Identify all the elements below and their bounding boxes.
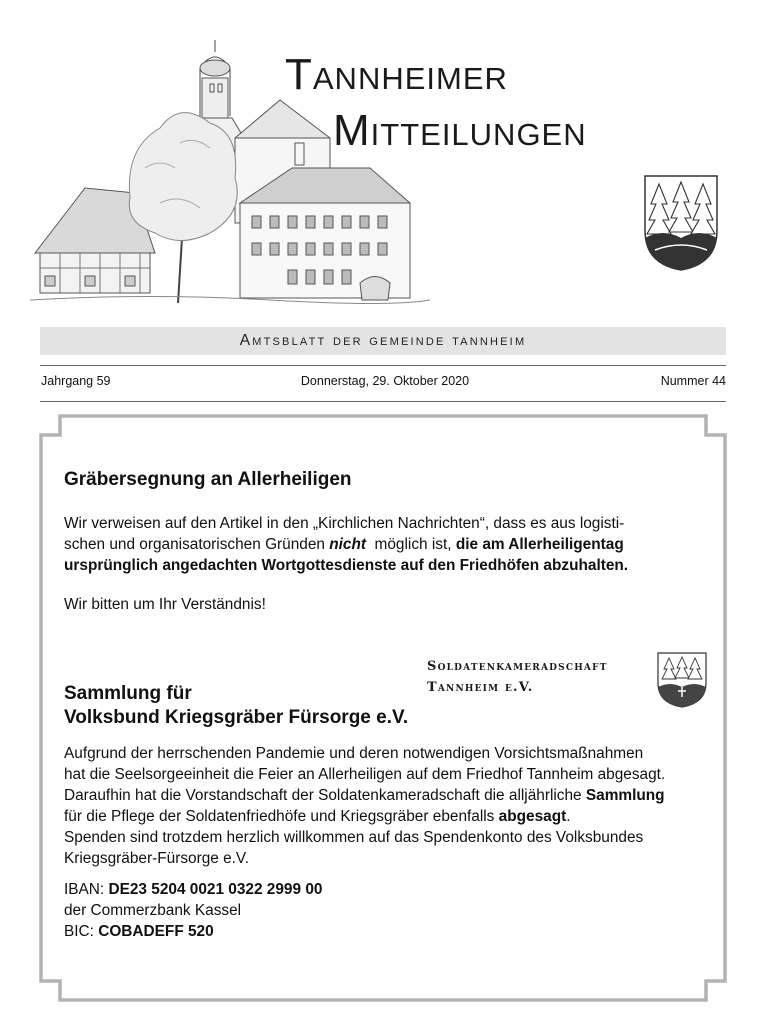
article2-line1: Aufgrund der herrschenden Pandemie und deren notwendigen Vorsichtsmaßnahmen	[64, 745, 644, 762]
bic-value: COBADEFF 520	[98, 923, 214, 940]
article1-line2-c: möglich ist,	[366, 536, 456, 553]
org-line1: Soldatenkameradschaft	[427, 659, 608, 674]
divider-bottom	[40, 401, 726, 402]
article2-line4-a: für die Pflege der Soldatenfriedhöfe und Kriegsgräber ebenfalls	[64, 808, 499, 825]
bic-line	[64, 921, 322, 942]
org-line2: Tannheim e.V.	[427, 680, 534, 695]
iban-label: IBAN:	[64, 881, 109, 898]
iban-value: DE23 5204 0021 0322 2999 00	[108, 881, 323, 898]
article2-line3-a: Daraufhin hat die Vorstandschaft der Soldatenkameradschaft die alljährliche	[64, 787, 586, 804]
article2-line4-abgesagt: abgesagt	[498, 808, 567, 825]
divider-top	[40, 365, 726, 366]
article2-heading-line2: Volksbund Kriegsgräber Fürsorge e.V.	[64, 707, 409, 728]
article2-heading-line1: Sammlung für	[64, 683, 192, 704]
masthead-title-line1: Tannheimer	[285, 50, 508, 99]
issue-date: Donnerstag, 29. Oktober 2020	[300, 374, 470, 388]
official-gazette-banner	[40, 327, 726, 355]
banner-text: Amtsblatt der gemeinde tannheim	[239, 332, 527, 349]
bank-details	[64, 879, 322, 942]
issue-number: Nummer 44	[660, 374, 726, 388]
article2-line3-sammlung: Sammlung	[585, 787, 665, 804]
article2-body	[64, 743, 706, 869]
soldiers-association-crest-icon	[656, 651, 708, 709]
article1-line2-bold: die am Allerheiligentag	[455, 536, 624, 553]
article1-closing: Wir bitten um Ihr Verständnis!	[64, 596, 266, 613]
article1-line3: ursprünglich angedachten Wortgottesdienste auf den Friedhöfen abzuhalten.	[64, 557, 629, 574]
article2-line2: hat die Seelsorgeeinheit die Feier an Allerheiligen auf dem Friedhof Tannheim abgesagt.	[64, 766, 666, 783]
bic-label: BIC:	[64, 923, 99, 940]
article2-line4	[64, 806, 706, 827]
masthead-title-line2: Mitteilungen	[333, 106, 587, 155]
article2-line4-c: .	[566, 808, 571, 825]
article2-line5: Spenden sind trotzdem herzlich willkommen auf das Spendenkonto des Volksbundes	[64, 829, 644, 846]
article1-heading: Gräbersegnung an Allerheiligen	[64, 469, 352, 490]
issue-volume: Jahrgang 59	[41, 374, 111, 388]
article1-line1: Wir verweisen auf den Artikel in den „Kirchlichen Nachrichten“, dass es aus logisti-	[64, 515, 625, 532]
article2-line6: Kriegsgräber-Fürsorge e.V.	[64, 850, 250, 867]
article1-body	[64, 513, 706, 576]
soldiers-association-name	[427, 656, 608, 698]
bank-name: der Commerzbank Kassel	[64, 902, 242, 919]
article1-line2-a: schen und organisatorischen Gründen	[64, 536, 330, 553]
article2-line3	[64, 785, 706, 806]
iban-line	[64, 879, 322, 900]
article1-line2	[64, 534, 706, 555]
tannheim-coat-of-arms-icon	[641, 172, 721, 272]
article1-line2-nicht: nicht	[329, 536, 366, 553]
